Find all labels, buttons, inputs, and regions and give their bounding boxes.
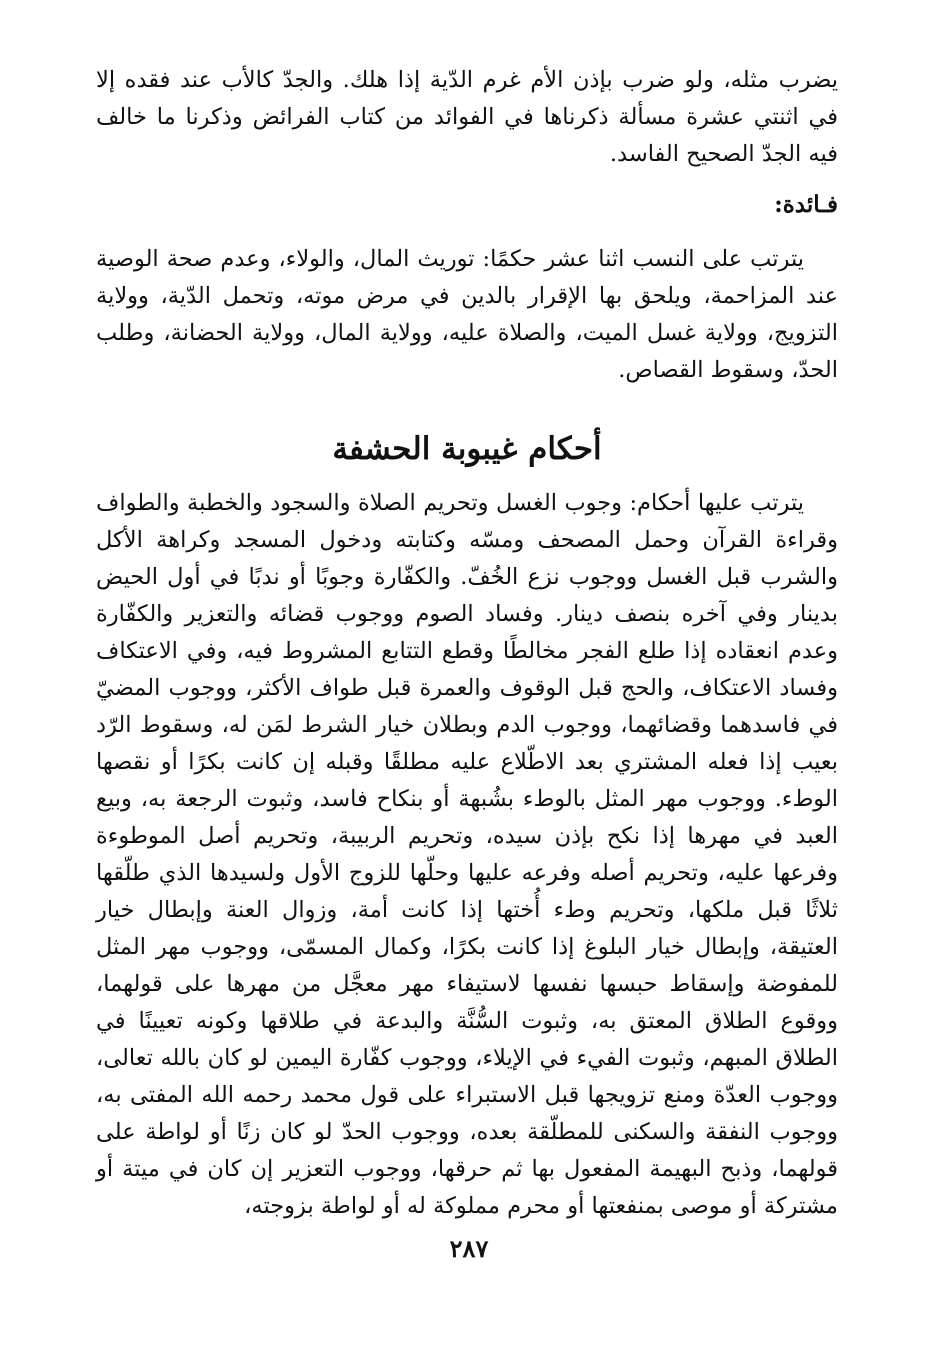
top-paragraph: يضرب مثله، ولو ضرب بإذن الأم غرم الدّية إذا هلك. والجدّ كالأب عند فقده إلا في اثنتي عشرة مسألة ذكرناها في الفوائد من كتاب الفرائض وذكرنا ما خالف فيه الجدّ الصحيح الفاسد. bbox=[96, 67, 838, 167]
section-paragraph: يترتب عليها أحكام: وجوب الغسل وتحريم الصلاة والسجود والخطبة والطواف وقراءة القرآن وحمل المصحف ومسّه وكتابته ودخول المسجد وكراهة الأكل والشرب قبل الغسل ووجوب نزع الخُفّ. والكفّارة وجوبًا أو ندبًا في أول الحيض بدينار وفي آخره بنصف دينار. وفساد الصوم ووجوب قضائه والتعزير والكفّارة وعدم انعقاده إذا طلع الفجر مخالطًا وقطع التتابع المشروط فيه، وفي الاعتكاف وفساد الاعتكاف، والحج قبل الوقوف والعمرة قبل طواف الأكثر، ووجوب المضيّ في فاسدهما وقضائهما، ووجوب الدم وبطلان خيار الشرط لمَن له، وسقوط الرّد بعيب إذا فعله المشتري بعد الاطّلاع عليه مطلقًا وقبله إن كانت بكرًا أو نقصها الوطء. ووجوب مهر المثل بالوطء بشُبهة أو بنكاح فاسد، وثبوت الرجعة به، وبيع العبد في مهرها إذا نكح بإذن سيده، وتحريم الربيبة، وتحريم أصل الموطوءة وفرعها عليه، وتحريم أصله وفرعه عليها وحلّها للزوج الأول ولسيدها الذي طلّقها ثلاثًا قبل ملكها، وتحريم وطء أُختها إذا كانت أمة، وزوال العنة وإبطال خيار العتيقة، وإبطال خيار البلوغ إذا كانت بكرًا، وكمال المسمّى، ووجوب مهر المثل للمفوضة وإسقاط حبسها نفسها لاستيفاء مهر معجَّل من مهرها على قولهما، ووقوع الطلاق المعتق به، وثبوت السُّنَّة والبدعة في طلاقها وكونه تعيينًا في الطلاق المبهم، وثبوت الفيء في الإيلاء، ووجوب كفّارة اليمين لو كان بالله تعالى، ووجوب العدّة ومنع تزويجها قبل الاستبراء على قول محمد رحمه الله المفتى به، ووجوب النفقة والسكنى للمطلّقة بعده، ووجوب الحدّ لو كان زنًا أو لواطة على قولهما، وذبح البهيمة المفعول بها ثم حرقها، ووجوب التعزير إن كان في ميتة أو مشتركة أو موصى بمنفعتها أو محرم مملوكة له أو لواطة بزوجته، bbox=[96, 490, 838, 1219]
note-label: فـائدة: bbox=[774, 191, 838, 218]
book-page bbox=[96, 52, 838, 1328]
page-number: ٢٨٧ bbox=[449, 1234, 489, 1263]
note-paragraph: يترتب على النسب اثنا عشر حكمًا: توريث المال، والولاء، وعدم صحة الوصية عند المزاحمة، ويلحق بها الإقرار بالدين في مرض موته، وتحمل الدّية، وولاية التزويج، وولاية غسل الميت، والصلاة عليه، وولاية المال، وولاية الحضانة، وطلب الحدّ، وسقوط القصاص. bbox=[96, 246, 838, 383]
section-heading: أحكام غيبوبة الحشفة bbox=[332, 431, 602, 467]
